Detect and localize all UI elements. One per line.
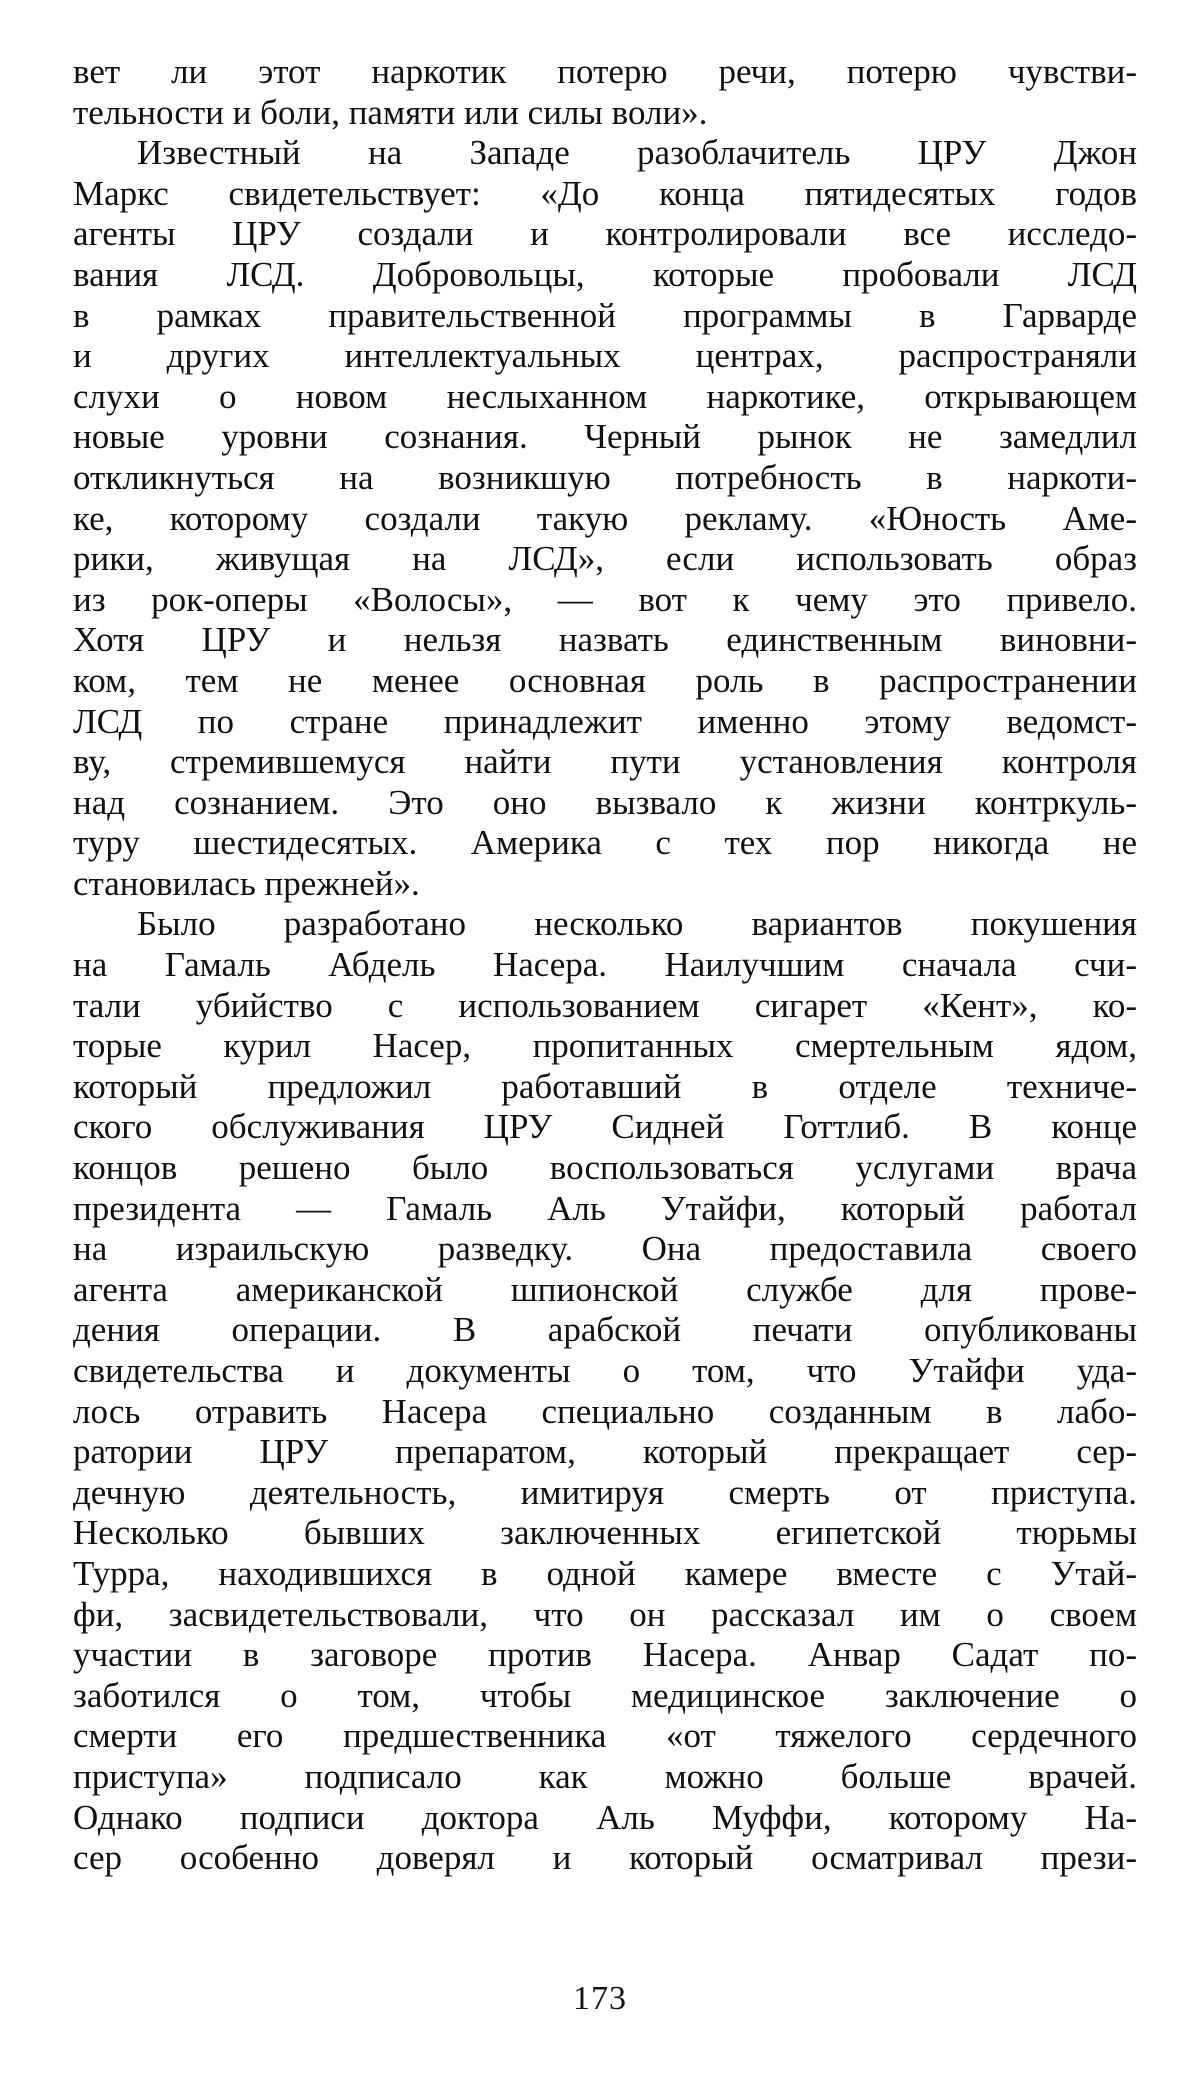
text-line: вет ли этот наркотик потерю речи, потерю чувстви-: [73, 52, 1137, 91]
text-line: над сознанием. Это оно вызвало к жизни контркуль-: [73, 782, 1137, 822]
text-line: Однако подписи доктора Аль Муффи, которому На-: [73, 1797, 1137, 1837]
text-line: и других интеллектуальных центрах, распространяли: [73, 336, 1137, 376]
text-line: который предложил работавший в отделе техниче-: [73, 1066, 1137, 1106]
text-line: из рок-оперы «Волосы», — вот к чему это привело.: [73, 579, 1137, 619]
text-line: слухи о новом неслыханном наркотике, открывающем: [73, 376, 1137, 416]
text-line: дения операции. В арабской печати опубликованы: [73, 1310, 1137, 1350]
text-line: в рамках правительственной программы в Гарварде: [73, 295, 1137, 335]
text-line: смерти его предшественника «от тяжелого сердечного: [73, 1716, 1137, 1756]
text-line: становилась прежней».: [73, 863, 420, 903]
text-line: новые уровни сознания. Черный рынок не замедлил: [73, 417, 1137, 457]
text-line: на израильскую разведку. Она предоставила своего: [73, 1229, 1137, 1269]
text-line: заботился о том, чтобы медицинское заключение о: [73, 1675, 1137, 1715]
page-number: 173: [573, 1980, 627, 2017]
text-line: ком, тем не менее основная роль в распространении: [73, 660, 1137, 700]
body-text: [73, 52, 1137, 1879]
text-line: фи, засвидетельствовали, что он рассказал им о своем: [73, 1594, 1137, 1634]
text-line: тельности и боли, памяти или силы воли».: [73, 92, 708, 132]
text-line: торые курил Насер, пропитанных смертельным ядом,: [73, 1026, 1137, 1066]
text-line: туру шестидесятых. Америка с тех пор никогда не: [73, 823, 1137, 863]
text-line: сер особенно доверял и который осматривал прези-: [73, 1838, 1137, 1878]
text-line: вания ЛСД. Добровольцы, которые пробовали ЛСД: [73, 254, 1137, 294]
text-line: Турра, находившихся в одной камере вместе с Утай-: [73, 1553, 1137, 1593]
text-line: рики, живущая на ЛСД», если использовать образ: [73, 539, 1137, 579]
text-line: президента — Гамаль Аль Утайфи, который работал: [73, 1188, 1137, 1228]
text-line: агента американской шпионской службе для прове-: [73, 1269, 1137, 1309]
text-line: приступа» подписало как можно больше врачей.: [73, 1756, 1137, 1796]
text-line: на Гамаль Абдель Насера. Наилучшим сначала счи-: [73, 945, 1137, 985]
text-line: лось отравить Насера специально созданным в лабо-: [73, 1391, 1137, 1431]
text-line: ву, стремившемуся найти пути установления контроля: [73, 742, 1137, 782]
text-line: ЛСД по стране принадлежит именно этому ведомст-: [73, 701, 1137, 741]
text-line: Несколько бывших заключенных египетской тюрьмы: [73, 1513, 1137, 1553]
text-line: тали убийство с использованием сигарет «Кент», ко-: [73, 985, 1137, 1025]
text-line: Было разработано несколько вариантов покушения: [137, 904, 1137, 944]
text-line: Известный на Западе разоблачитель ЦРУ Джон: [137, 133, 1137, 173]
text-line: участии в заговоре против Насера. Анвар Садат по-: [73, 1635, 1137, 1675]
text-line: ке, которому создали такую рекламу. «Юность Аме-: [73, 498, 1137, 538]
text-line: дечную деятельность, имитируя смерть от приступа.: [73, 1472, 1137, 1512]
text-line: Маркс свидетельствует: «До конца пятидесятых годов: [73, 173, 1137, 213]
text-line: свидетельства и документы о том, что Утайфи уда-: [73, 1351, 1137, 1390]
text-line: Хотя ЦРУ и нельзя назвать единственным виновни-: [73, 620, 1137, 660]
text-line: откликнуться на возникшую потребность в наркоти-: [73, 457, 1137, 497]
text-line: ратории ЦРУ препаратом, который прекращает сер-: [73, 1432, 1137, 1472]
text-line: концов решено было воспользоваться услугами врача: [73, 1148, 1137, 1188]
text-line: ского обслуживания ЦРУ Сидней Готтлиб. В конце: [73, 1107, 1137, 1147]
text-line: агенты ЦРУ создали и контролировали все исследо-: [73, 214, 1137, 254]
